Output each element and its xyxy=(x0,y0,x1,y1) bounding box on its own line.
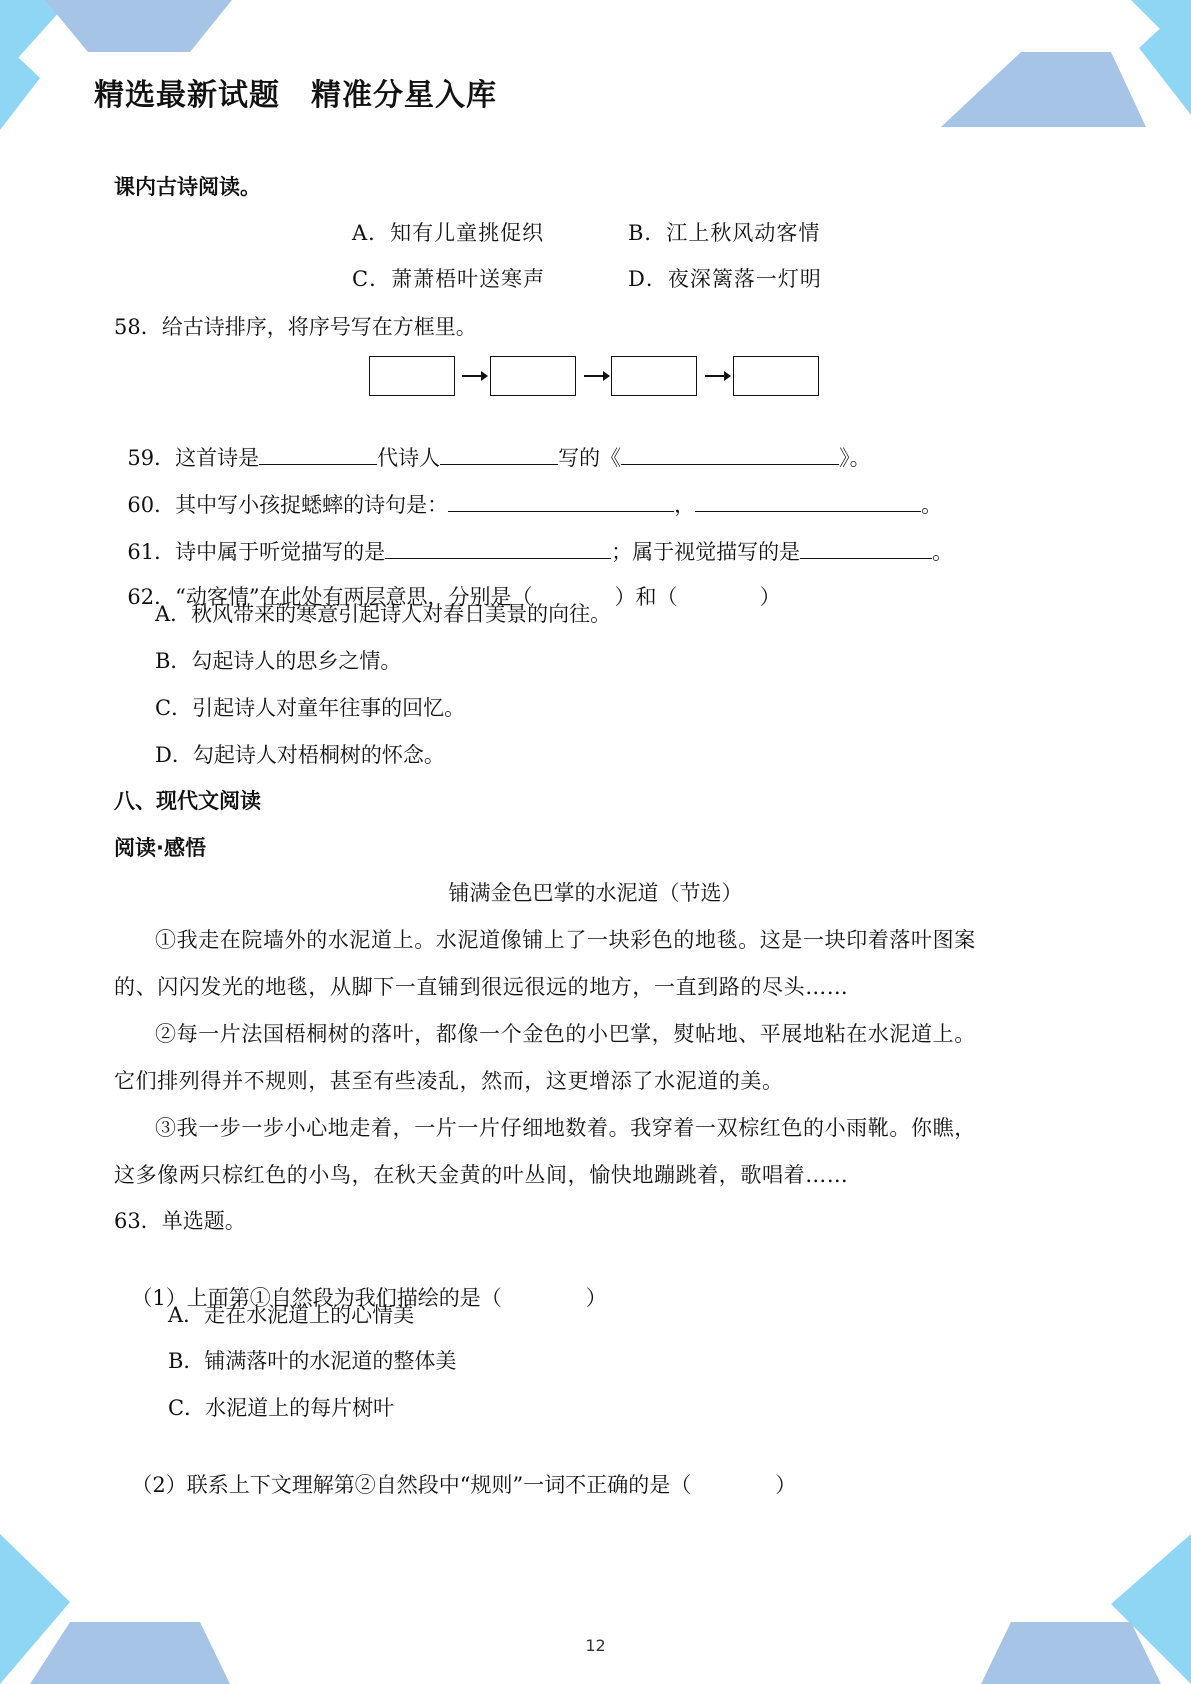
header-title: 精选最新试题 精准分星入库 xyxy=(94,78,497,113)
passage-line-3: ②每一片法国梧桐树的落叶，都像一个金色的小巴掌，熨帖地、平展地粘在水泥道上。 xyxy=(155,1022,976,1046)
q63-1-end: ） xyxy=(585,1286,607,1310)
poem-section-heading: 课内古诗阅读。 xyxy=(114,175,261,199)
q62-end: ） xyxy=(759,585,781,609)
q61-blank-sight[interactable] xyxy=(800,536,932,559)
q62-option-d: D．勾起诗人对梧桐树的怀念。 xyxy=(155,743,445,767)
q60-comma: ， xyxy=(674,493,696,517)
q59-close: 》。 xyxy=(839,446,871,470)
q63-2-end: ） xyxy=(775,1473,797,1497)
q59-mid: 代诗人 xyxy=(377,446,441,470)
q62-and: ）和（ xyxy=(614,585,678,609)
q61-end: 。 xyxy=(932,540,954,564)
q62-option-a: A．秋风带来的寒意引起诗人对春日美景的向往。 xyxy=(155,602,612,626)
choice-c: C．萧萧梧叶送寒声 xyxy=(352,267,546,291)
sequence-box-4[interactable] xyxy=(733,356,819,396)
passage-line-6: 这多像两只棕红色的小鸟，在秋天金黄的叶丛间，愉快地蹦跳着，歌唱着…… xyxy=(114,1163,849,1187)
choice-a: A．知有儿童挑促织 xyxy=(352,221,545,245)
question-63-2 xyxy=(118,1440,796,1500)
q63-1-text: （1）上面第①自然段为我们描绘的是（ xyxy=(131,1286,502,1310)
q59-start: 59．这首诗是 xyxy=(127,446,260,470)
bottom-right-decoration xyxy=(951,1534,1191,1684)
passage-line-5: ③我一步一步小心地走着，一片一片仔细地数着。我穿着一双棕红色的小雨靴。你瞧， xyxy=(155,1116,976,1140)
modern-section-heading: 八、现代文阅读 xyxy=(114,789,261,813)
q59-end: 写的《 xyxy=(558,446,622,470)
top-right-decoration xyxy=(911,0,1191,140)
q62-option-b: B．勾起诗人的思乡之情。 xyxy=(155,649,402,673)
q63-2-text: （2）联系上下文理解第②自然段中“规则”一词不正确的是（ xyxy=(131,1473,692,1497)
passage-line-4: 它们排列得并不规则，甚至有些凌乱，然而，这更增添了水泥道的美。 xyxy=(114,1069,784,1093)
sequence-box-2[interactable] xyxy=(490,356,576,396)
q61-text: 61．诗中属于听觉描写的是 xyxy=(127,540,386,564)
sequence-box-3[interactable] xyxy=(611,356,697,396)
passage-line-1: ①我走在院墙外的水泥道上。水泥道像铺上了一块彩色的地毯。这是一块印着落叶图案 xyxy=(155,928,976,952)
q63-1-option-b: B．铺满落叶的水泥道的整体美 xyxy=(168,1349,457,1373)
q63-1-option-c: C．水泥道上的每片树叶 xyxy=(168,1396,395,1420)
choice-b: B．江上秋风动客情 xyxy=(628,221,821,245)
passage-line-2: 的、闪闪发光的地毯，从脚下一直铺到很远很远的地方，一直到路的尽头…… xyxy=(114,975,849,999)
arrow-right-icon xyxy=(581,366,611,386)
arrow-right-icon xyxy=(459,366,489,386)
passage-title: 铺满金色巴掌的水泥道（节选） xyxy=(448,881,743,905)
choice-d: D．夜深篱落一灯明 xyxy=(628,267,822,291)
q60-text: 60．其中写小孩捉蟋蟀的诗句是： xyxy=(127,493,449,517)
q60-end: 。 xyxy=(921,493,943,517)
q63-1-option-a: A．走在水泥道上的心情美 xyxy=(168,1303,415,1327)
modern-subheading: 阅读·感悟 xyxy=(114,836,206,860)
q62-option-c: C．引起诗人对童年往事的回忆。 xyxy=(155,696,466,720)
q62-text: 62．“动客情”在此处有两层意思，分别是（ xyxy=(127,585,533,609)
arrow-right-icon xyxy=(702,366,732,386)
question-58: 58．给古诗排序，将序号写在方框里。 xyxy=(114,315,477,339)
question-63: 63．单选题。 xyxy=(114,1209,246,1233)
sequence-box-1[interactable] xyxy=(369,356,455,396)
page-number: 12 xyxy=(585,1636,606,1655)
bottom-left-decoration xyxy=(0,1534,240,1684)
q61-mid: ；属于视觉描写的是 xyxy=(611,540,801,564)
